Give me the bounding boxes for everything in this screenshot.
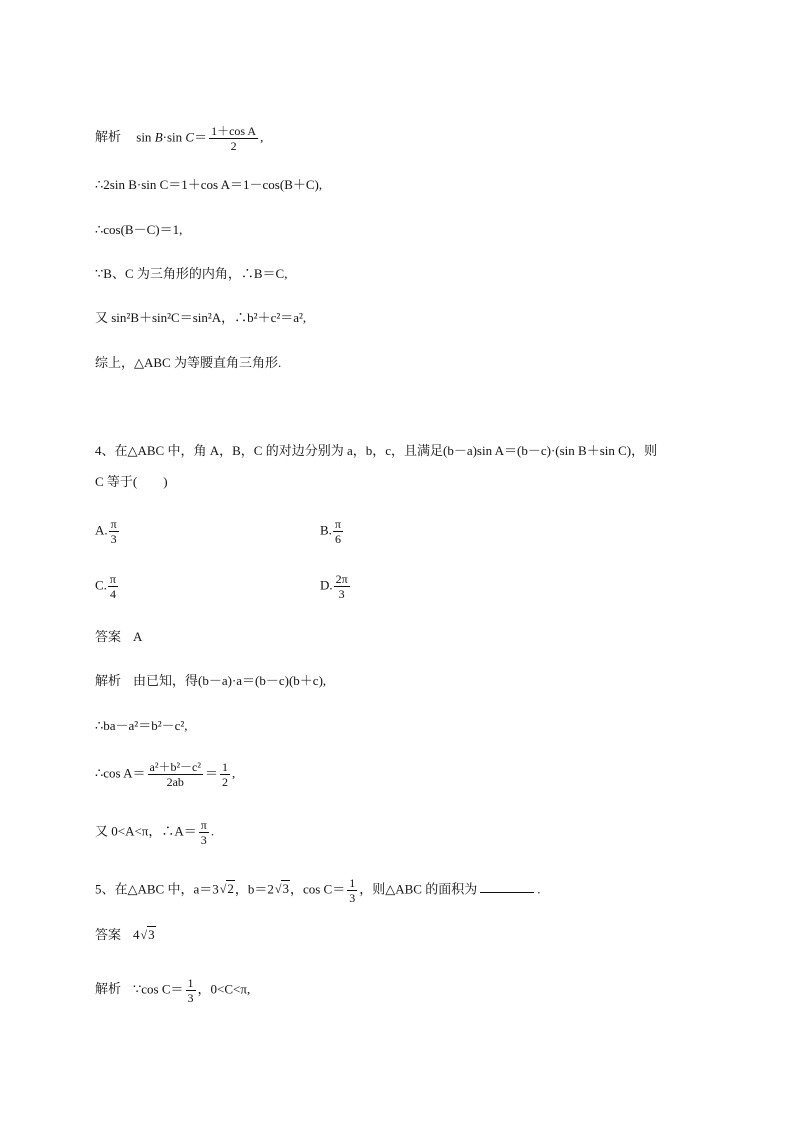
- q4-option-a: A. $\frac{\pi}{3}$: [95, 517, 117, 546]
- sol3-line-2: ∴2sin B·sin C＝1＋cos A＝1－cos(B＋C),: [95, 177, 323, 192]
- q4-option-b: B. $\frac{\pi}{6}$: [320, 517, 341, 546]
- fraction: $\frac{\text{a²＋b²－c²}}{2ab}$: [149, 760, 201, 789]
- fraction: $\frac{\text{1＋cos A}}{2}$: [211, 124, 257, 153]
- sol3-line-1: 解析 sin B·sin C＝ $\frac{\text{1＋cos A}}{2}$ ,: [95, 124, 264, 153]
- q5-answer: 答案 4√3: [95, 927, 155, 942]
- q5-stem: 5、在△ABC 中，a＝3√2，b＝2√3，cos C＝ $\frac{1}{3}$ ，则△ABC 的面积为 .: [95, 876, 541, 905]
- q5-solution-line-1: 解析 ∵cos C＝ $\frac{1}{3}$ ，0<C<π,: [95, 976, 251, 1005]
- square-root: √3: [274, 881, 289, 897]
- fraction: $\frac{\pi}{3}$: [110, 517, 117, 546]
- sol3-line-6: 综上，△ABC 为等腰直角三角形.: [95, 355, 282, 370]
- q4-solution-line-2: ∴ba－a²＝b²－c²,: [95, 718, 188, 733]
- sol3-line-4: ∵B、C 为三角形的内角，∴B＝C,: [95, 266, 288, 281]
- answer-value: A: [133, 629, 143, 644]
- fraction: $\frac{1}{3}$: [187, 976, 194, 1005]
- answer-label: 答案: [95, 629, 122, 644]
- q4-stem-line-2: C 等于( ): [95, 474, 168, 489]
- q4-answer: [95, 628, 142, 646]
- solution-label: 解析: [95, 981, 122, 997]
- fraction: $\frac{1}{2}$: [222, 760, 228, 789]
- square-root: √3: [140, 927, 155, 942]
- sol3-line-5: 又 sin²B＋sin²C＝sin²A，∴b²＋c²＝a²,: [95, 310, 307, 325]
- q4-option-d: D. $\frac{2\pi}{3}$: [320, 572, 348, 601]
- sol3-line-3: ∴cos(B－C)＝1,: [95, 222, 183, 237]
- q4-option-c: C. $\frac{\pi}{4}$: [95, 572, 116, 601]
- q4-solution-line-3: ∴cos A＝ $\frac{\text{a²＋b²－c²}}{2ab}$ ＝ $\frac{1}{2}$ ,: [95, 760, 236, 789]
- square-root: √2: [219, 881, 234, 897]
- fraction: $\frac{\pi}{3}$: [200, 818, 207, 847]
- fraction: $\frac{2\pi}{3}$: [335, 572, 348, 601]
- q4-solution-line-1: 解析 由已知，得(b－a)·a＝(b－c)(b＋c),: [95, 673, 327, 688]
- solution-label: 解析: [95, 673, 122, 688]
- solution-label: 解析: [95, 129, 122, 145]
- q4-stem-line-1: 4、在△ABC 中，角 A，B，C 的对边分别为 a，b，c，且满足(b－a)sin A＝(b－c)·(sin B＋sin C)，则: [95, 443, 658, 458]
- fraction: $\frac{\pi}{6}$: [334, 517, 341, 546]
- answer-label: 答案: [95, 927, 122, 942]
- fraction: $\frac{\pi}{4}$: [109, 572, 116, 601]
- q4-solution-line-4: 又 0<A<π，∴A＝ $\frac{\pi}{3}$ .: [95, 818, 215, 847]
- fraction: $\frac{1}{3}$: [349, 876, 356, 905]
- answer-blank: [480, 880, 534, 893]
